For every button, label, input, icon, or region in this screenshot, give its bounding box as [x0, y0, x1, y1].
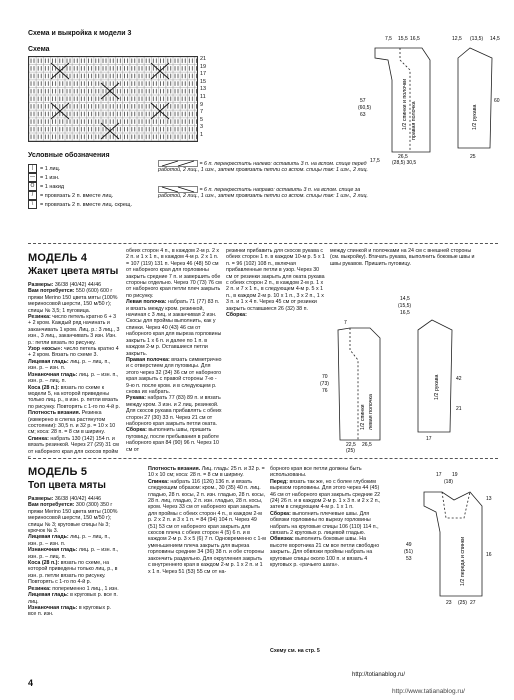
row-number: 19 — [200, 63, 207, 70]
text-block — [28, 592, 120, 605]
desc: вязать по схеме к модели 5, на которой приведены только лиц. р., в изн. р. петли вязать по рисунку. Повторять с 1-го по 4-й р. — [28, 384, 120, 410]
m-7-5: 7,5 — [385, 36, 392, 42]
text-block — [126, 248, 222, 299]
m4-70: 70 — [322, 374, 328, 380]
legend-list — [28, 164, 138, 209]
term: Лицевая гладь: — [28, 534, 69, 541]
m4-15-5: (15,5) — [398, 303, 412, 309]
term: Плотность вязания. — [28, 410, 81, 417]
desc: 36/38 (40/42) 44/46 — [53, 282, 102, 288]
term: Сборка: — [226, 312, 247, 319]
row-number: 5 — [200, 116, 204, 123]
m-26-5: 26,5 — [398, 154, 408, 160]
m5-19: 19 — [452, 472, 458, 478]
text-block — [28, 547, 120, 560]
row-number: 7 — [200, 109, 204, 116]
label-front5: 1/2 переда и спинки — [460, 536, 466, 586]
desc: вязать по схеме, на которой приведены только лиц. р., в изн. р. петли вязать по рисунку. Повторять с 1-го по 4-й р. — [28, 560, 118, 586]
cable-right-icon — [158, 186, 198, 193]
m5-23: 23 — [446, 600, 452, 606]
pattern-model5 — [384, 466, 504, 616]
label-sleeve4: 1/2 рукава — [434, 374, 440, 400]
legend-item — [28, 191, 138, 200]
term: Резинка: — [28, 585, 51, 592]
model5-subtitle: Топ цвета мяты — [28, 480, 106, 491]
text-block — [28, 560, 120, 586]
desc: борного края все петли должны быть использованы. — [270, 466, 362, 479]
legend-text: = 1 изн. — [40, 174, 60, 181]
scheme-label: Схема — [28, 46, 50, 53]
label-back-half: 1/2 спинки — [360, 404, 366, 430]
pattern-model3 — [340, 30, 505, 165]
m4-26-5: 26,5 — [362, 442, 372, 448]
m4-22-5: 22,5 — [346, 442, 356, 448]
m5-18: (18) — [444, 479, 453, 485]
term: Резинка: — [28, 314, 51, 321]
term: Рукава: — [126, 395, 146, 402]
desc: 550 (600) 600 г пряжи Merino 150 цвета мяты (100% мериносовой шерсти, 150 м/50 г); спицы № 3,5; 1 пуговица. — [28, 288, 118, 314]
desc: лиц. р. – лиц. п., изн. р. – изн. п. — [28, 358, 111, 372]
m4-25: (25) — [346, 448, 355, 454]
desc: 300 (300) 350 г пряжи Merino 150 цвета мяты (100% мериносовой шерсти, 150 м/50 г); спицы № 3; круговые спицы № 3; крючок № 3. — [28, 502, 118, 535]
text-block — [28, 385, 120, 411]
m4-14-5: 14,5 — [400, 296, 410, 302]
legend-item — [28, 200, 138, 209]
m-60: 60 — [494, 98, 500, 104]
m-12-5: 12,5 — [452, 36, 462, 42]
cable-left-icon — [158, 160, 198, 167]
desc: резинки прибавить для скосов рукава с обеих сторон 1 п. в каждом 10-м р. 5 х 1 п. = 96 (102) 108 п., включая прибавленные петли в узор. Через 30 см от резинки закрыть для оката рукава с обеих сторон 2 п., в каждом 2-м р. 1 х 2 п. и 7 х 1 п., в следующем 4-м р. 5 х 1 п., в каждом 2-м р. 10 х 1 п., 3 х 2 п., 1 х 3 п. и 1 х 4 п. Через 45 см от резинки закрыть оставшиеся 26 (32) 38 п. — [226, 248, 325, 312]
model4-col4 — [330, 248, 480, 288]
legend-title: Условные обозначения — [28, 152, 110, 159]
term: Спинка: — [28, 435, 49, 442]
text-block — [28, 534, 120, 547]
desc: набрать 116 (126) 136 п. и вязать следующим образом: кром., 30 (35) 40 п. лиц. гладью, 28 п. косы, 2 п. изн. гладью, 28 п. косы, 28 п. лиц. гладью, 2 п. изн. гладью, 28 п. косы, кром. Через 33 см от наборного края закрыть для проймы с обеих сторон 4 п., в каждом 2-м р. 2 х 2 п. и 3 х 1 п. = 84 (94) 104 п. Через 49 (51) 53 см от наборного края закрыть для скосов плеча с обеих сторон 4 (5) 6 п. и в каждом 2-м р. 3 х 5 (6) 7 п. Одновременно с 1-м уменьшением плеча закрыть для выреза горловины средние 34 (36) 38 п. и обе стороны закончить раздельно. Для округления закрыть с внутреннего края в каждом 2-м р. 1 х 2 п. и 1 х 1 п. Через 51 (53) 55 см от на- — [148, 478, 266, 575]
term: Вам потребуется: — [28, 288, 75, 295]
desc: число петель кратно 6 + 3 + 2 кром. Каждый ряд начинать и заканчивать 1 кром. Лиц. р.: 3 лиц., 3 изн., 3 лиц., заканчивать 3 изн. Изн. р.: петли вязать по рисунку. — [28, 314, 120, 346]
term: Изнаночная гладь: — [28, 547, 78, 554]
legend-item — [28, 182, 138, 191]
text-block — [330, 248, 480, 267]
m4-21: 21 — [456, 406, 462, 412]
legend-item — [28, 164, 138, 173]
model5-col1 — [28, 496, 120, 666]
text-block — [126, 395, 222, 427]
purl-stitch-icon: — — [30, 174, 35, 180]
model5-title: МОДЕЛЬ 5 — [28, 466, 88, 478]
m5-27: 27 — [470, 600, 476, 606]
text-block — [126, 357, 222, 395]
m-25: 25 — [470, 154, 476, 160]
knit-stitch-icon: | — [28, 164, 37, 173]
text-block — [270, 479, 382, 511]
term: Сборка: — [126, 427, 147, 434]
row-number: 9 — [200, 101, 204, 108]
k2tog-tbl-icon: \ — [28, 200, 37, 209]
row-number: 3 — [200, 124, 204, 131]
scheme-heading: Схема и выкройка к модели 3 — [28, 30, 132, 37]
m-15-5: 15,5 — [398, 36, 408, 42]
term: Сборка: — [270, 510, 291, 517]
term: Обвязка: — [270, 536, 294, 543]
m4-73: (73) — [320, 381, 329, 387]
m-16-5: 16,5 — [410, 36, 420, 42]
term: Лицевая гладь: — [28, 592, 69, 599]
m4-7: 7 — [344, 320, 347, 326]
legend-text: = провязать 2 п. вместе лиц. — [40, 192, 114, 199]
m-28-5: (28,5) 30,5 — [392, 160, 417, 166]
section-divider — [28, 458, 498, 459]
knitting-chart — [28, 56, 198, 142]
row-number: 17 — [200, 71, 207, 78]
desc: набрать 77 (83) 89 п. и вязать между кром. 3 изн. и 2 лиц. резинкой. Для скосов рукава прибавлять с обеих сторон 27 (30) 33 п. Через 21 см от наборного края закрыть петли оката. — [126, 395, 222, 427]
desc: попеременно 1 лиц., 1 изн. — [50, 585, 119, 592]
m5-49: 49 — [406, 542, 412, 548]
desc: 36/38 (40/42) 44/46 — [53, 496, 102, 502]
term: Коса (28 п.): — [28, 384, 60, 391]
text-block — [126, 299, 222, 357]
model4-col2 — [126, 248, 222, 453]
desc: вязать так же, но с более глубоким вырезом горловины. Для этого через 44 (45) 46 см от наборного края закрыть средние 22 (24) 26 п. и в каждом 2-м р. 1 х 3 п. и 2 х 2 п., затем в следующем 4-м р. 1 х 1 п. — [270, 478, 381, 511]
m-13-5: (13,5) — [470, 36, 484, 42]
page-number: 4 — [28, 678, 34, 688]
text-block — [28, 314, 120, 346]
legend-cross-right — [158, 186, 376, 200]
term: Размеры: — [28, 282, 54, 288]
yarn-over-icon: O — [28, 182, 37, 191]
term: Изнаночная гладь: — [28, 604, 78, 611]
desc: выполнить плечевые швы. Для обвязки горловины по вырезу горловины набрать на круговые спицы 106 (110) 114 п., связать 2 круговых р. лицевой гладью. — [270, 510, 379, 537]
m-14-5: 14,5 — [490, 36, 500, 42]
term: Размеры: — [28, 496, 54, 502]
text-block — [126, 427, 222, 453]
term: Узор «косы»: — [28, 346, 63, 353]
m-63: 63 — [360, 112, 366, 118]
m5-51: (51) — [404, 549, 413, 555]
row-number: 1 — [200, 131, 204, 138]
k2tog-icon: / — [28, 191, 37, 200]
knitting-chart-grid — [29, 57, 197, 141]
row-number: 21 — [200, 56, 207, 62]
label-sleeve3: 1/2 рукава — [472, 104, 478, 130]
desc: выполнить швы, пришить пуговицу, после пребывания в работе наборного края 84 (90) 96 п. Через 10 см от — [126, 427, 219, 453]
term: Лицевая гладь: — [28, 358, 69, 365]
desc: в круговых р. все п. изн. — [28, 604, 111, 618]
model4-subtitle: Жакет цвета мяты — [28, 266, 119, 277]
desc: выполнить боковые швы. На высоте воротника 21 см все петли свободно закрыть. Для обвязки проймы набрать на круговые спицы около 100 п. и вязать 4 круговых р. «рачьего шага». — [270, 536, 380, 569]
watermark-url: http://www.tatianablog.ru/ — [392, 688, 465, 695]
text-block — [148, 466, 266, 479]
term: Спинка: — [148, 478, 169, 485]
text-block — [28, 288, 120, 314]
m5-25: (25) — [458, 600, 467, 606]
term: Правая полочка: — [126, 356, 170, 363]
row-number: 13 — [200, 86, 207, 93]
text-block — [148, 479, 266, 575]
legend-cross-left-text: = 6 п. перекрестить налево: оставить 3 п. на вспом. спице перед работой, 2 лиц., 1 изн., затем провязать петли со вспом. спицы так: 1 изн., 2 лиц. — [158, 160, 368, 174]
term: Изнаночная гладь: — [28, 371, 78, 378]
m5-16: 16 — [486, 552, 492, 558]
row-number: 15 — [200, 78, 207, 85]
m5-17: 17 — [436, 472, 442, 478]
m-57: 57 — [360, 98, 366, 104]
legend-text: = 1 лиц. — [40, 165, 61, 172]
text-block — [28, 605, 120, 618]
label-left-front: левая полочка — [368, 394, 374, 430]
footer-url[interactable]: http://totianablog.ru/ — [352, 672, 406, 678]
model5-col3 — [270, 466, 382, 636]
desc: набрать 71 (77) 83 п. и вязать между кром. резинкой, начиная с 3 лиц. и заканчивая 2 изн. Скосы для проймы выполнить, как у спинки. Через 40 (43) 46 см от наборного края для выреза горловины закрыть 1 х 6 п. и далее по 1 п. в каждом 2-м р. Оставшиеся петли закрыть. — [126, 299, 222, 357]
desc: между спинкой и полочками на 24 см с внешней стороны (см. выкройку). Втачать рукава, выполнить боковые швы и швы рукавов. Пришить пуговицу. — [330, 248, 475, 267]
text-block — [28, 346, 120, 359]
model4-col1 — [28, 282, 120, 461]
label-back-front: 1/2 спинки и полочки — [402, 78, 408, 130]
desc: лиц. р. – изн. п., изн. р. – лиц. п. — [28, 371, 119, 385]
desc: лиц. р. – изн. п., изн. р. – лиц. п. — [28, 547, 119, 560]
term: Вам потребуется: — [28, 502, 75, 509]
term: Коса (28 п.): — [28, 560, 60, 567]
text-block — [28, 502, 120, 534]
text-block — [28, 372, 120, 385]
desc: Лиц. гладь: 25 п. и 32 р. = 10 х 10 см; коса: 28 п. = 8 см в ширину. — [148, 466, 265, 479]
schema-reference: Схему см. на стр. 5 — [270, 648, 320, 654]
term: Плотность вязания. — [148, 466, 201, 472]
legend-text: = 1 накид — [40, 183, 65, 190]
m4-42: 42 — [456, 376, 462, 382]
model5-col2 — [148, 466, 266, 666]
row-number: 11 — [200, 93, 206, 100]
text-block — [28, 359, 120, 372]
model4-title: МОДЕЛЬ 4 — [28, 252, 88, 264]
text-block — [270, 536, 382, 568]
desc: в круговых р. все п. лиц. — [28, 592, 118, 605]
text-block — [270, 466, 382, 479]
legend-text: = провязать 2 п. вместе лиц. скрещ. — [40, 201, 132, 208]
term: Левая полочка: — [126, 299, 167, 306]
term: Перед: — [270, 478, 289, 485]
text-block — [28, 410, 120, 436]
desc: набрать 130 (142) 154 п. и вязать резинкой. Через 27 (29) 31 см от наборного края для скосов пройм с — [28, 435, 119, 461]
desc: вязать симметрично и с отверстием для пуговицы. Для этого через 32 (34) 36 см от наборного края закрыть с правой стороны 7-ю - 9-ю п. после кром. и в следующем р. снова их набрать. — [126, 356, 222, 395]
m5-13: 13 — [486, 496, 492, 502]
desc: лиц. р. – лиц. п., изн. р. – изн. п. — [28, 534, 111, 547]
chart-row-numbers — [200, 56, 214, 140]
m4-17: 17 — [426, 436, 432, 442]
m5-53: 53 — [406, 556, 412, 562]
desc: Резинка (измерено в слегка растянутом состоянии): 30,5 п. и 32 р. = 10 х 10 см; коса: 28 п. = 8 см в ширину. — [28, 410, 116, 436]
desc: число петель кратно 4 + 2 кром. Вязать по схеме 3. — [28, 346, 119, 359]
m-17-5: 17,5 — [370, 158, 380, 164]
section-divider — [28, 243, 498, 244]
pattern-model4 — [300, 290, 500, 454]
desc: обеих сторон 4 п., в каждом 2-м р. 2 х 2 п. и 1 х 1 п., в каждом 4-м р. 2 х 1 п. = 107 (119) 131 п. Через 46 (48) 50 см от наборного края для горловины закрыть средние 7 п. и завершить обе стороны отдельно. Через 70 (73) 76 см от наборного края петли плеч закрыть по рисунку. — [126, 248, 222, 299]
legend-cross-right-text: = 6 п. перекрестить направо: оставить 3 п. на вспом. спице за работой, 2 лиц., 1 изн., затем провязать петли со вспом. спицы так: 1 изн., 2 лиц. — [158, 186, 368, 200]
legend-item — [28, 173, 138, 182]
m4-76: 76 — [322, 388, 328, 394]
text-block — [270, 511, 382, 537]
label-right-front: правая полочка — [411, 101, 417, 140]
m-60-5: (60,5) — [358, 105, 372, 111]
m4-16-5: 16,5 — [400, 310, 410, 316]
